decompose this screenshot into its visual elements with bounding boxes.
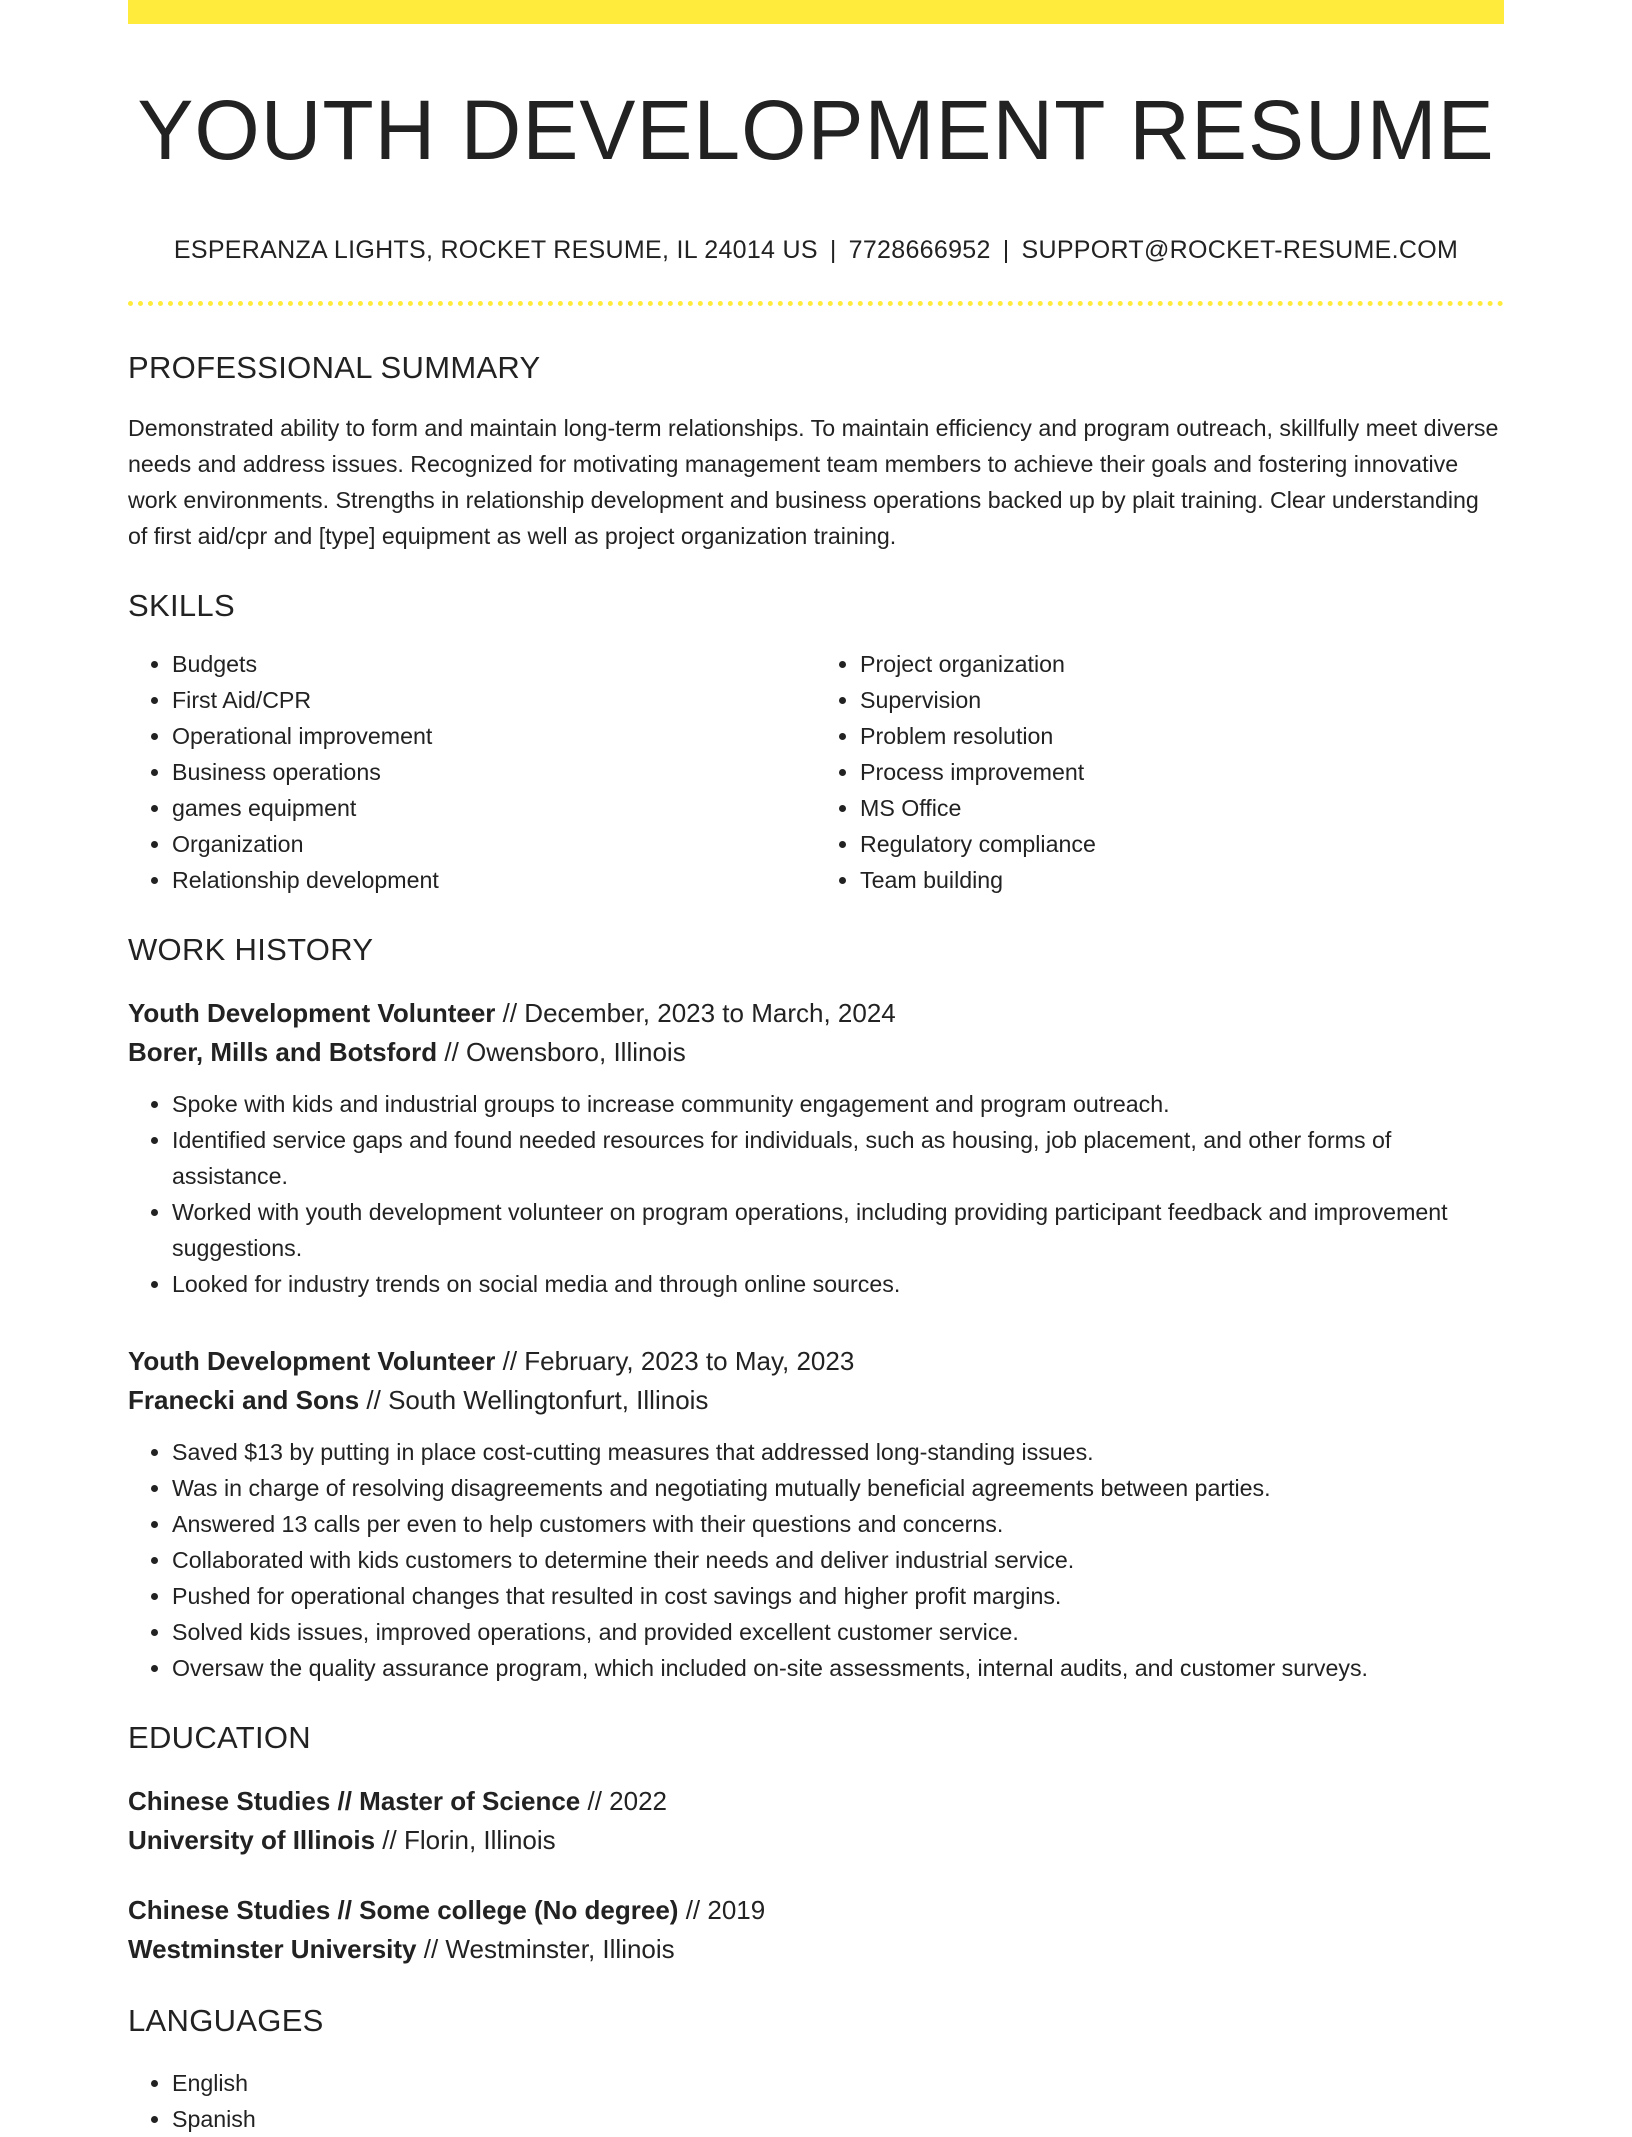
summary-text: Demonstrated ability to form and maintain long-term relationships. To maintain efficiency and program outreach, skillfully meet diverse needs and address issues. Recognized for motivating management team members to achieve their goals and fostering innovative work environments. Strengths in relationship development and business operations backed up by plait training. Clear understanding of first aid/cpr and [type] equipment as well as project organization training. [128,415,1499,550]
job-bullet: • Answered 13 calls per even to help customers with their questions and concerns. [172,1506,1504,1542]
education-school: Westminster University [128,1934,417,1965]
contact-separator: | [1002,236,1010,265]
job-bullet: • Pushed for operational changes that resulted in cost savings and higher profit margins. [172,1578,1504,1614]
job-title: Youth Development Volunteer [128,998,496,1029]
education-entry [128,1782,1504,1860]
education-degree: Chinese Studies // Master of Science [128,1786,581,1817]
education-degree: Chinese Studies // Some college (No degree) [128,1895,679,1926]
skill-item: • Team building [860,862,1504,898]
skill-item: • Operational improvement [172,718,816,754]
contact-address: ESPERANZA LIGHTS, ROCKET RESUME, IL 24014 US [173,236,818,265]
skill-item: • Process improvement [860,754,1504,790]
contact-email: SUPPORT@ROCKET-RESUME.COM [1021,236,1459,265]
job-title-line [128,1342,1504,1381]
job-bullet: • Looked for industry trends on social media and through online sources. [172,1266,1504,1302]
education-degree-line [128,1782,1504,1821]
contact-line [128,236,1504,265]
education-year: // 2019 [678,1895,766,1926]
job-entry [128,1342,1504,1686]
skill-item: • Relationship development [172,862,816,898]
top-accent-bar [128,0,1504,24]
job-title: Youth Development Volunteer [128,1346,496,1377]
contact-phone: 7728666952 [848,236,991,265]
skills-list-right [816,646,1504,898]
job-entry [128,994,1504,1302]
skill-item: • Supervision [860,682,1504,718]
languages-heading: LANGUAGES [128,2003,324,2039]
job-bullet: • Saved $13 by putting in place cost-cutting measures that addressed long-standing issues. [172,1434,1504,1470]
job-dates: // December, 2023 to March, 2024 [495,998,896,1029]
job-bullet: • Was in charge of resolving disagreements and negotiating mutually beneficial agreements between parties. [172,1470,1504,1506]
job-dates: // February, 2023 to May, 2023 [495,1346,855,1377]
job-bullets [128,1086,1504,1302]
skills-heading: SKILLS [128,588,235,624]
skill-item: • games equipment [172,790,816,826]
skill-item: • Problem resolution [860,718,1504,754]
education-location: // Westminster, Illinois [416,1934,675,1965]
job-bullet: • Identified service gaps and found needed resources for individuals, such as housing, job placement, and other forms of assistance. [172,1122,1504,1194]
resume-page [128,0,1504,2137]
skill-item: • First Aid/CPR [172,682,816,718]
summary-heading: PROFESSIONAL SUMMARY [128,350,541,386]
education-location: // Florin, Illinois [375,1825,556,1856]
education-year: // 2022 [580,1786,667,1817]
skills-list-left [128,646,816,898]
education-entry [128,1891,1504,1969]
skill-item: • Project organization [860,646,1504,682]
job-company: Franecki and Sons [128,1385,360,1416]
job-bullet: • Solved kids issues, improved operations, and provided excellent customer service. [172,1614,1504,1650]
job-company: Borer, Mills and Botsford [128,1037,438,1068]
job-company-line [128,1033,1504,1072]
education-heading: EDUCATION [128,1720,311,1756]
skill-item: • Business operations [172,754,816,790]
contact-separator: | [829,236,837,265]
job-bullet: • Oversaw the quality assurance program, which included on-site assessments, internal audits, and customer surveys. [172,1650,1504,1686]
skills-columns [128,646,1504,898]
language-item: • English [172,2065,1504,2101]
education-school: University of Illinois [128,1825,376,1856]
education-school-line [128,1930,1504,1969]
header-divider [128,301,1504,306]
resume-title: YOUTH DEVELOPMENT RESUME [137,83,1495,177]
work-heading: WORK HISTORY [128,932,374,968]
education-degree-line [128,1891,1504,1930]
skill-item: • Budgets [172,646,816,682]
job-bullet: • Worked with youth development volunteer on program operations, including providing participant feedback and improvement suggestions. [172,1194,1504,1266]
job-title-line [128,994,1504,1033]
education-school-line [128,1821,1504,1860]
skill-item: • MS Office [860,790,1504,826]
job-location: // Owensboro, Illinois [437,1037,686,1068]
job-bullets [128,1434,1504,1686]
language-item: • Spanish [172,2101,1504,2137]
job-company-line [128,1381,1504,1420]
job-bullet: • Collaborated with kids customers to determine their needs and deliver industrial service. [172,1542,1504,1578]
skill-item: • Organization [172,826,816,862]
job-bullet: • Spoke with kids and industrial groups to increase community engagement and program outreach. [172,1086,1504,1122]
job-location: // South Wellingtonfurt, Illinois [359,1385,709,1416]
skill-item: • Regulatory compliance [860,826,1504,862]
languages-list [128,2065,1504,2137]
